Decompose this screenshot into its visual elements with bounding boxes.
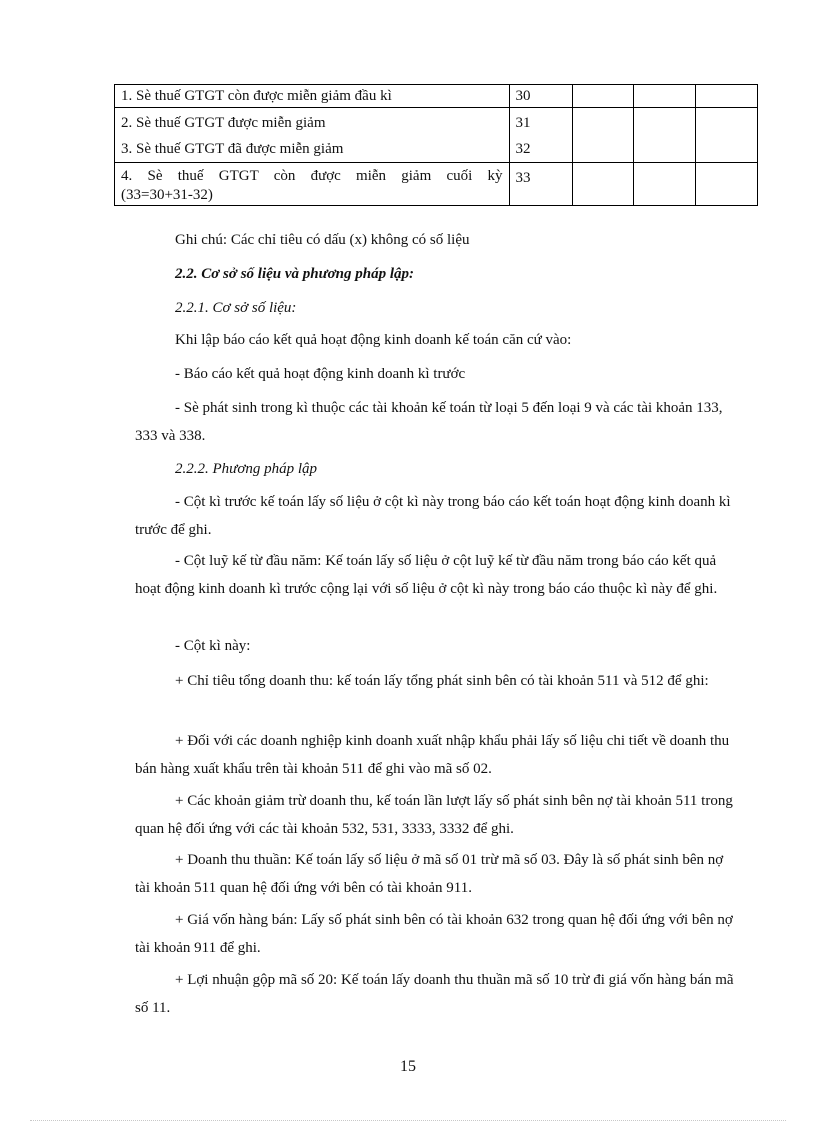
indicator-text: (33=30+31-32) [121, 187, 213, 203]
value-cell [634, 85, 696, 108]
indicator-cell [115, 108, 510, 163]
table-row [115, 108, 758, 163]
paragraph: + Doanh thu thuần: Kế toán lấy số liệu ở mã số 01 trừ mã số 03. Đây là số phát sinh bên nợ tài khoản 511 quan hệ đối ứng với bên có tài khoản 911. [135, 852, 724, 896]
table-row [115, 163, 758, 206]
paragraph: Khi lập báo cáo kết quả hoạt động kinh doanh kế toán căn cứ vào: [175, 332, 572, 348]
paragraph: - Cột luỹ kế từ đầu năm: Kế toán lấy số liệu ở cột luỹ kế từ đầu năm trong báo cáo kết quả hoạt động kinh doanh kì trước cộng lại với số liệu ở cột kì này trong báo cáo thuộc kì này để ghi. [135, 553, 718, 597]
indicator-text: 2. Sè thuế GTGT được miễn giảm [121, 115, 326, 131]
section-heading-2-2-2: 2.2.2. Phương pháp lập [175, 461, 318, 477]
code-text: 33 [515, 170, 531, 186]
paragraph: - Cột kì này: [175, 638, 251, 654]
section-heading-2-2: 2.2. Cơ sở số liệu và phương pháp lập: [175, 266, 414, 282]
indicator-text: 3. Sè thuế GTGT đã được miễn giảm [121, 141, 344, 157]
code-text: 30 [515, 88, 531, 104]
value-cell [696, 85, 758, 108]
vat-exemption-table [114, 84, 758, 206]
code-cell [509, 108, 572, 163]
value-cell [696, 163, 758, 206]
section-heading-2-2-1: 2.2.1. Cơ sở số liệu: [175, 300, 297, 316]
paragraph: + Giá vốn hàng bán: Lấy số phát sinh bên có tài khoản 632 trong quan hệ đối ứng với bên nợ tài khoản 911 để ghi. [135, 912, 733, 956]
value-cell [634, 108, 696, 163]
indicator-text: 4. Sè thuế GTGT còn được miễn giảm cuối kỳ [121, 168, 503, 184]
paragraph: + Đối với các doanh nghiệp kinh doanh xuất nhập khẩu phải lấy số liệu chi tiết về doanh thu bán hàng xuất khẩu trên tài khoản 511 để ghi vào mã số 02. [135, 733, 730, 777]
code-text: 31 [515, 115, 531, 131]
code-cell [509, 85, 572, 108]
paragraph: + Lợi nhuận gộp mã số 20: Kế toán lấy doanh thu thuần mã số 10 trừ đi giá vốn hàng bán mã số 11. [135, 972, 734, 1016]
value-cell [696, 108, 758, 163]
page-number: 15 [400, 1058, 416, 1075]
table-row [115, 85, 758, 108]
indicator-cell [115, 85, 510, 108]
indicator-text: 1. Sè thuế GTGT còn được miễn giảm đầu kì [121, 88, 392, 104]
table-note: Ghi chú: Các chỉ tiêu có dấu (x) không có số liệu [175, 232, 470, 248]
paragraph: - Cột kì trước kế toán lấy số liệu ở cột kì này trong báo cáo kết toán hoạt động kinh doanh kì trước để ghi. [135, 494, 731, 538]
value-cell [572, 108, 634, 163]
value-cell [572, 163, 634, 206]
code-cell [509, 163, 572, 206]
paragraph: - Sè phát sinh trong kì thuộc các tài khoản kế toán từ loại 5 đến loại 9 và các tài khoản 133, 333 và 338. [135, 400, 723, 444]
value-cell [634, 163, 696, 206]
paragraph: + Các khoản giảm trừ doanh thu, kế toán lần lượt lấy số phát sinh bên nợ tài khoản 511 trong quan hệ đối ứng với các tài khoản 532, 531, 3333, 3332 để ghi. [135, 793, 733, 837]
indicator-cell [115, 163, 510, 206]
paragraph: + Chỉ tiêu tổng doanh thu: kế toán lấy tổng phát sinh bên có tài khoản 511 và 512 để ghi: [175, 673, 709, 689]
page-divider [30, 1120, 786, 1121]
value-cell [572, 85, 634, 108]
paragraph: - Báo cáo kết quả hoạt động kinh doanh kì trước [175, 366, 466, 382]
code-text: 32 [515, 141, 531, 157]
